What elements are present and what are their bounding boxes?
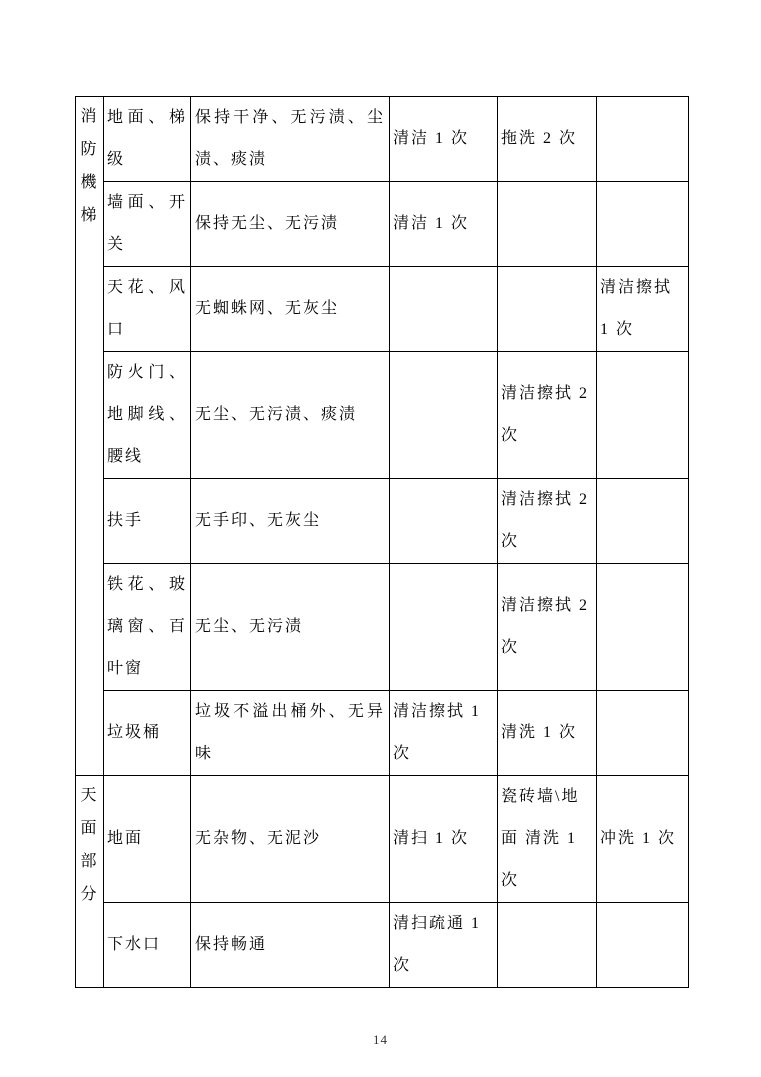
freq-cell-1 <box>390 352 498 479</box>
item-cell: 垃圾桶 <box>104 691 191 776</box>
freq-cell-3 <box>597 691 689 776</box>
standard-cell: 垃圾不溢出桶外、无异味 <box>191 691 390 776</box>
freq-cell-2: 清洁擦拭 2 次 <box>498 479 597 564</box>
page-number: 14 <box>373 1032 388 1047</box>
table-row <box>76 691 689 776</box>
item-cell: 扶手 <box>104 479 191 564</box>
standard-cell: 无蜘蛛网、无灰尘 <box>191 267 390 352</box>
freq-cell-1: 清扫疏通 1 次 <box>390 903 498 988</box>
freq-cell-3: 清洁擦拭 1 次 <box>597 267 689 352</box>
standard-cell: 保持畅通 <box>191 903 390 988</box>
freq-cell-1: 清洁擦拭 1 次 <box>390 691 498 776</box>
item-cell: 地面、梯级 <box>104 97 191 182</box>
table-row <box>76 352 689 479</box>
item-cell: 墙面、开关 <box>104 182 191 267</box>
freq-cell-3 <box>597 479 689 564</box>
table-row <box>76 479 689 564</box>
table-row <box>76 903 689 988</box>
standard-cell: 保持干净、无污渍、尘渍、痰渍 <box>191 97 390 182</box>
standard-cell: 无杂物、无泥沙 <box>191 776 390 903</box>
table-row <box>76 97 689 182</box>
section-label-roof-area: 天面部分 <box>76 776 104 988</box>
freq-cell-3 <box>597 564 689 691</box>
freq-cell-3: 冲洗 1 次 <box>597 776 689 903</box>
freq-cell-1 <box>390 564 498 691</box>
freq-cell-2: 清洁擦拭 2 次 <box>498 352 597 479</box>
standard-cell: 无尘、无污渍 <box>191 564 390 691</box>
freq-cell-2: 清洁擦拭 2 次 <box>498 564 597 691</box>
freq-cell-1 <box>390 267 498 352</box>
standard-cell: 无尘、无污渍、痰渍 <box>191 352 390 479</box>
freq-cell-2 <box>498 267 597 352</box>
freq-cell-2: 拖洗 2 次 <box>498 97 597 182</box>
freq-cell-2: 清洗 1 次 <box>498 691 597 776</box>
cleaning-schedule-table <box>75 96 689 988</box>
freq-cell-1 <box>390 479 498 564</box>
item-cell: 防火门、地脚线、腰线 <box>104 352 191 479</box>
table-row <box>76 267 689 352</box>
section-label-fire-stairs: 消防機梯 <box>76 97 104 776</box>
freq-cell-3 <box>597 182 689 267</box>
item-cell: 天花、风口 <box>104 267 191 352</box>
item-cell: 铁花、玻璃窗、百叶窗 <box>104 564 191 691</box>
table-row <box>76 182 689 267</box>
freq-cell-1: 清扫 1 次 <box>390 776 498 903</box>
freq-cell-3 <box>597 352 689 479</box>
freq-cell-1: 清洁 1 次 <box>390 182 498 267</box>
item-cell: 下水口 <box>104 903 191 988</box>
freq-cell-1: 清洁 1 次 <box>390 97 498 182</box>
freq-cell-3 <box>597 97 689 182</box>
freq-cell-3 <box>597 903 689 988</box>
standard-cell: 保持无尘、无污渍 <box>191 182 390 267</box>
table-row <box>76 564 689 691</box>
table-row <box>76 776 689 903</box>
freq-cell-2 <box>498 182 597 267</box>
standard-cell: 无手印、无灰尘 <box>191 479 390 564</box>
item-cell: 地面 <box>104 776 191 903</box>
freq-cell-2 <box>498 903 597 988</box>
freq-cell-2: 瓷砖墙\地面 清洗 1 次 <box>498 776 597 903</box>
